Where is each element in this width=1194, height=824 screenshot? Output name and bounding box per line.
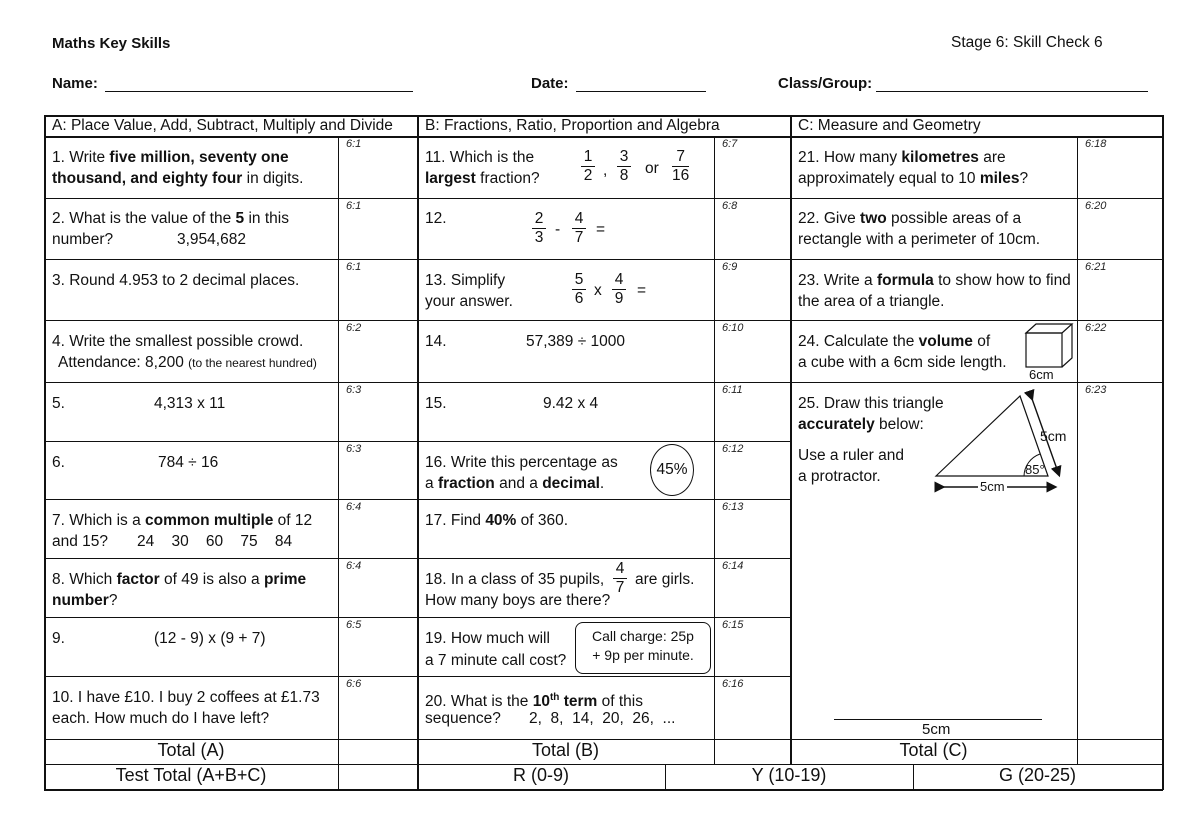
q10-code: 6:6	[346, 678, 362, 690]
question-22: 22. Give two possible areas of a rectangle with a perimeter of 10cm.	[798, 210, 1041, 248]
q15-label: 15.	[425, 395, 447, 412]
question-4-line1: 4. Write the smallest possible crowd.	[52, 333, 304, 350]
question-3: 3. Round 4.953 to 2 decimal places.	[52, 272, 300, 289]
q18-code: 6:14	[722, 560, 744, 572]
class-label: Class/Group:	[778, 75, 873, 92]
q11-code: 6:7	[722, 138, 738, 150]
q2-number: 3,954,682	[177, 231, 246, 248]
q13-fraction-1: 5 6	[572, 271, 586, 308]
q16-code: 6:12	[722, 443, 744, 455]
q5-code: 6:3	[346, 384, 362, 396]
q11-fraction-2: 3 8	[617, 148, 631, 185]
q21-code: 6:18	[1085, 138, 1107, 150]
question-1: 1. Write five million, seventy one thousand, and eighty four in digits.	[52, 149, 304, 187]
q4-code: 6:2	[346, 322, 362, 334]
q9-expression: (12 - 9) x (9 + 7)	[154, 630, 266, 647]
question-13-line2: your answer.	[425, 293, 513, 310]
q6-expression: 784 ÷ 16	[158, 454, 219, 471]
date-label: Date:	[531, 75, 569, 92]
question-10-line2: each. How much do I have left?	[52, 710, 270, 727]
question-25-line4: a protractor.	[798, 468, 881, 485]
q11-fraction-1: 1 2	[581, 148, 595, 185]
q1-code: 6:1	[346, 138, 362, 150]
q14-expression: 57,389 ÷ 1000	[526, 333, 626, 350]
q5-label: 5.	[52, 395, 65, 412]
question-2: 2. What is the value of the 5 in this number?	[52, 210, 289, 248]
question-13-line1: 13. Simplify	[425, 272, 506, 289]
q6-code: 6:3	[346, 443, 362, 455]
q19-charge-box	[575, 622, 711, 674]
q5-expression: 4,313 x 11	[154, 395, 226, 412]
q23-code: 6:21	[1085, 261, 1107, 273]
question-24-line1: 24. Calculate the volume of	[798, 333, 991, 350]
triangle-side-label: 5cm	[1040, 428, 1067, 444]
q20-sequence: 2, 8, 14, 20, 26, ...	[529, 710, 676, 727]
q16-percent-circle: 45%	[650, 444, 694, 496]
q12-equals: =	[596, 221, 606, 238]
band-yellow: Y (10-19)	[751, 765, 827, 785]
class-field[interactable]	[876, 91, 1148, 92]
question-11-line1: 11. Which is the	[425, 149, 535, 166]
answer-line[interactable]	[834, 719, 1042, 720]
q11-or: or	[645, 160, 659, 177]
q9-label: 9.	[52, 630, 65, 647]
total-c-label: Total (C)	[899, 740, 968, 760]
question-19-line1: 19. How much will	[425, 630, 550, 647]
name-field[interactable]	[105, 91, 413, 92]
section-b-header: B: Fractions, Ratio, Proportion and Algebra	[425, 117, 720, 134]
total-b-label: Total (B)	[531, 740, 600, 760]
q12-fraction-2: 4 7	[572, 210, 586, 247]
q7-code: 6:4	[346, 501, 362, 513]
section-c-header: C: Measure and Geometry	[798, 117, 981, 134]
q17-code: 6:13	[722, 501, 744, 513]
q9-code: 6:5	[346, 619, 362, 631]
question-25-line2: accurately below:	[798, 416, 924, 433]
q12-label: 12.	[425, 210, 447, 227]
question-4-line2: Attendance: 8,200 (to the nearest hundred)	[58, 354, 317, 371]
cube-label: 6cm	[1029, 367, 1054, 382]
question-24-line2: a cube with a 6cm side length.	[798, 354, 1007, 371]
band-green: G (20-25)	[998, 765, 1077, 785]
q24-code: 6:22	[1085, 322, 1107, 334]
q13-equals: =	[637, 282, 647, 299]
worksheet-title: Maths Key Skills	[52, 35, 171, 52]
question-16-line1: 16. Write this percentage as	[425, 454, 618, 471]
q11-comma: ,	[603, 162, 608, 179]
question-23: 23. Write a formula to show how to find the area of a triangle.	[798, 272, 1071, 310]
section-a-header: A: Place Value, Add, Subtract, Multiply and Divide	[52, 117, 393, 134]
q7-options: 24 30 60 75 84	[137, 533, 293, 550]
band-red: R (0-9)	[512, 765, 569, 785]
q19-charge-line1: Call charge: 25p	[592, 628, 694, 644]
question-20-line1: 20. What is the 10th term of this	[425, 692, 643, 711]
question-25-line1: 25. Draw this triangle	[798, 395, 944, 412]
q2-code: 6:1	[346, 200, 362, 212]
name-label: Name:	[52, 75, 98, 92]
question-11-line2: largest fraction?	[425, 170, 540, 187]
q22-code: 6:20	[1085, 200, 1107, 212]
question-7: 7. Which is a common multiple of 12 and 15?	[52, 512, 313, 550]
q11-fraction-3: 7 16	[672, 148, 690, 184]
q12-operator: -	[555, 221, 561, 238]
question-19-line2: a 7 minute call cost?	[425, 652, 567, 669]
question-21: 21. How many kilometres are approximately equal to 10 miles?	[798, 149, 1029, 187]
q25-code: 6:23	[1085, 384, 1107, 396]
q19-code: 6:15	[722, 619, 744, 631]
q6-label: 6.	[52, 454, 65, 471]
q20-code: 6:16	[722, 678, 744, 690]
q13-fraction-2: 4 9	[612, 271, 626, 308]
test-total-label: Test Total (A+B+C)	[115, 765, 267, 785]
q14-label: 14.	[425, 333, 447, 350]
answer-line-label: 5cm	[922, 721, 951, 738]
total-a-label: Total (A)	[157, 740, 225, 760]
question-18-line2: How many boys are there?	[425, 592, 611, 609]
q13-operator: x	[594, 282, 602, 299]
question-17: 17. Find 40% of 360.	[425, 512, 569, 529]
cube-icon	[1023, 321, 1075, 371]
q12-code: 6:8	[722, 200, 738, 212]
triangle-base-label: 5cm	[980, 479, 1005, 494]
question-18-line1: 18. In a class of 35 pupils,	[425, 571, 605, 588]
question-20-line2: sequence?	[425, 710, 501, 727]
question-8: 8. Which factor of 49 is also a prime number?	[52, 571, 307, 609]
date-field[interactable]	[576, 91, 706, 92]
q13-code: 6:9	[722, 261, 738, 273]
question-25-line3: Use a ruler and	[798, 447, 904, 464]
question-18-line1-end: are girls.	[635, 571, 695, 588]
q3-code: 6:1	[346, 261, 362, 273]
q15-expression: 9.42 x 4	[543, 395, 599, 412]
question-16-line2: a fraction and a decimal.	[425, 475, 605, 492]
question-10-line1: 10. I have £10. I buy 2 coffees at £1.73	[52, 689, 320, 706]
q15-code: 6:11	[722, 384, 743, 396]
stage-label: Stage 6: Skill Check 6	[951, 34, 1103, 51]
q18-fraction: 4 7	[613, 560, 627, 597]
q12-fraction-1: 2 3	[532, 210, 546, 247]
q19-charge-line2: + 9p per minute.	[592, 647, 694, 663]
q14-code: 6:10	[722, 322, 744, 334]
triangle-angle-label: 85°	[1025, 462, 1045, 477]
q8-code: 6:4	[346, 560, 362, 572]
